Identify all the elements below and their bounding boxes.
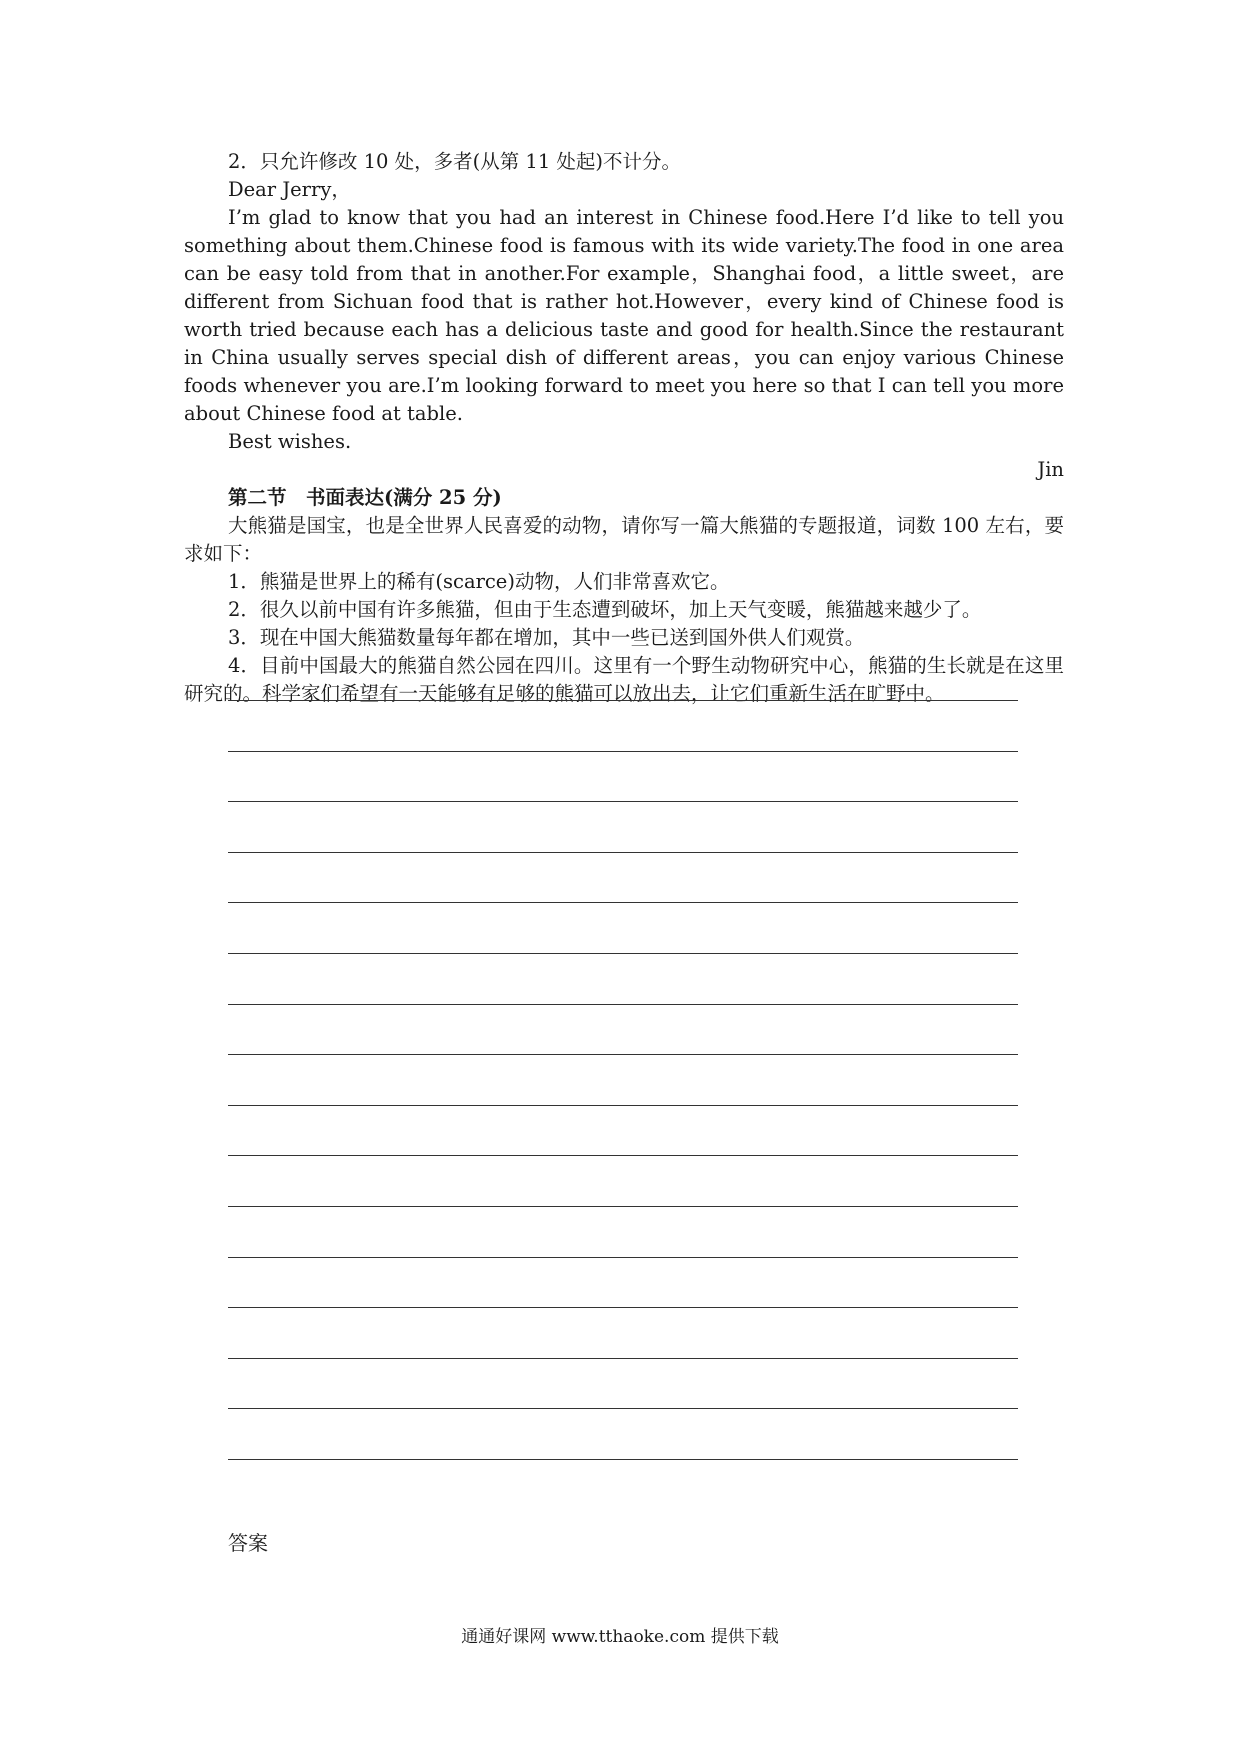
requirement-2: 2．很久以前中国有许多熊猫，但由于生态遭到破坏，加上天气变暖，熊猫越来越少了。 (228, 598, 982, 621)
letter-closing: Best wishes. (228, 430, 352, 453)
writing-line (228, 1307, 1018, 1308)
writing-line (228, 1004, 1018, 1005)
exercise-text (184, 148, 1064, 708)
page-footer: 通通好课网 www.tthaoke.com 提供下载 (461, 1627, 779, 1647)
section-heading: 第二节 书面表达(满分 25 分) (228, 486, 502, 509)
writing-line (228, 1155, 1018, 1156)
writing-line (228, 902, 1018, 903)
writing-line (228, 751, 1018, 752)
writing-line (228, 801, 1018, 802)
letter-body: I’m glad to know that you had an interest in Chinese food.Here I’d like to tell you something about them.Chinese food is famous with its wide variety.The food in one area can be easy told from that in another.For example，Shanghai food，a little sweet，are different from Sichuan food that is rather hot.However，every kind of Chinese food is worth tried because each has a delicious taste and good for health.Since the restaurant in China usually serves special dish of different areas，you can enjoy various Chinese foods whenever you are.I’m looking forward to meet you here so that I can tell you more about Chinese food at table. (184, 206, 1064, 425)
letter-signature: Jin (1037, 458, 1064, 481)
writing-line (228, 700, 1018, 701)
task-intro: 大熊猫是国宝，也是全世界人民喜爱的动物，请你写一篇大熊猫的专题报道，词数 100 左右，要求如下： (184, 514, 1064, 565)
requirement-3: 3．现在中国大熊猫数量每年都在增加，其中一些已送到国外供人们观赏。 (228, 626, 865, 649)
writing-line (228, 1408, 1018, 1409)
writing-line (228, 1206, 1018, 1207)
writing-line (228, 1459, 1018, 1460)
writing-line (228, 852, 1018, 853)
writing-line (228, 1105, 1018, 1106)
writing-line (228, 1054, 1018, 1055)
answer-label: 答案 (228, 1531, 268, 1555)
writing-line (228, 953, 1018, 954)
requirement-1: 1．熊猫是世界上的稀有(scarce)动物，人们非常喜欢它。 (228, 570, 730, 593)
rule-2: 2．只允许修改 10 处，多者(从第 11 处起)不计分。 (228, 150, 682, 173)
writing-line (228, 1358, 1018, 1359)
writing-line (228, 1257, 1018, 1258)
letter-greeting: Dear Jerry， (228, 178, 351, 201)
requirement-4: 4．目前中国最大的熊猫自然公园在四川。这里有一个野生动物研究中心，熊猫的生长就是在这里研究的。科学家们希望有一天能够有足够的熊猫可以放出去，让它们重新生活在旷野中。 (184, 654, 1064, 705)
